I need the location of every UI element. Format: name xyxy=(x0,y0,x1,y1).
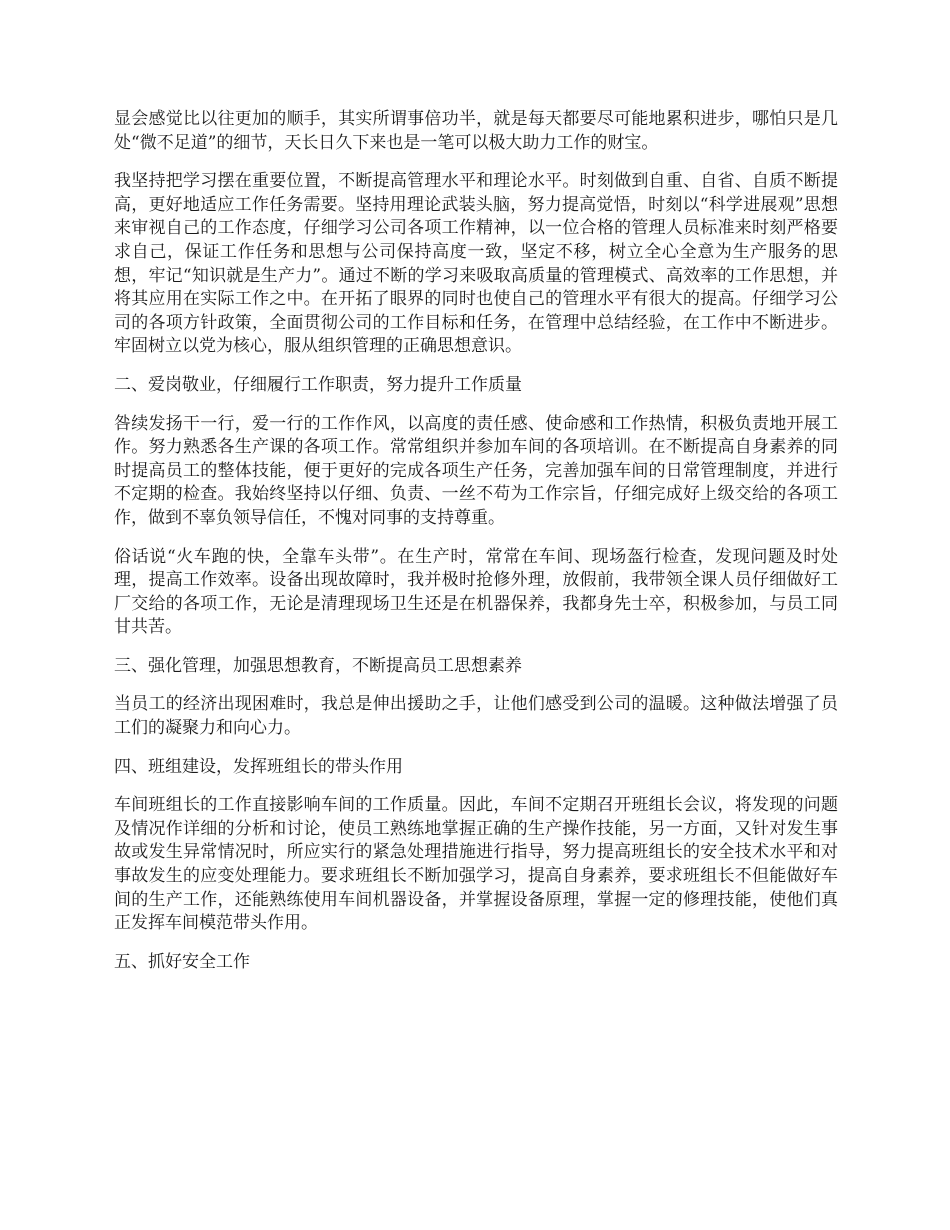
paragraph-dedication: 咎续发扬干一行，爱一行的工作作风，以高度的责任感、使命感和工作热情，积极负责地开展工作。努力熟悉各生产课的各项工作。常常组织并参加车间的各项培训。在不断提高自身素养的同时提高员工的整体技能，便于更好的完成各项生产任务，完善加强车间的日常管理制度，并进行不定期的检查。我始终坚持以仔细、负责、一丝不苟为工作宗旨，仔细完成好上级交给的各项工作，做到不辜负领导信任，不愧对同事的支持尊重。 xyxy=(114,413,838,528)
paragraph-intro-continuation: 显会感觉比以往更加的顺手，其实所谓事倍功半，就是每天都要尽可能地累积进步，哪怕只是几处“微不足道”的细节，天长日久下来也是一笔可以极大助力工作的财宝。 xyxy=(114,109,838,153)
section-heading-2: 二、爱岗敬业，仔细履行工作职责，努力提升工作质量 xyxy=(114,374,522,395)
paragraph-team-leaders: 车间班组长的工作直接影响车间的工作质量。因此，车间不定期召开班组长会议，将发现的问题及情况作详细的分析和讨论，使员工熟练地掌握正确的生产操作技能，另一方面，又针对发生事故或发生异常情况时，所应实行的紧急处理措施进行指导，努力提高班组长的安全技术水平和对事故发生的应变处理能力。要求班组长不断加强学习，提高自身素养，要求班组长不但能做好车间的生产工作，还能熟练使用车间机器设备，并掌握设备原理，掌握一定的修理技能，使他们真正发挥车间模范带头作用。 xyxy=(114,795,838,934)
section-heading-4: 四、班组建设，发挥班组长的带头作用 xyxy=(114,756,403,777)
paragraph-study: 我坚持把学习摆在重要位置，不断提高管理水平和理论水平。时刻做到自重、自省、自质不断提高，更好地适应工作任务需要。坚持用理论武装头脑，努力提高觉悟，时刻以“科学进展观”思想来审视自己的工作态度，仔细学习公司各项工作精神，以一位合格的管理人员标准来时刻严格要求自己，保证工作任务和思想与公司保持高度一致，坚定不移，树立全心全意为生产服务的思想，牢记“知识就是生产力”。通过不断的学习来吸取高质量的管理模式、高效率的工作思想，并将其应用在实际工作之中。在开拓了眼界的同时也使自己的管理水平有很大的提高。仔细学习公司的各项方针政策，全面贯彻公司的工作目标和任务，在管理中总结经验，在工作中不断进步。牢固树立以党为核心，服从组织管理的正确思想意识。 xyxy=(114,171,838,357)
paragraph-leadership: 俗话说“火车跑的快，全靠车头带”。在生产时，常常在车间、现场盔行检查，发现问题及时处理，提高工作效率。设备出现故障时，我并极时抢修外理，放假前，我带领全课人员仔细做好工厂交给的各项工作，无论是清理现场卫生还是在机器保养，我都身先士卒，积极参加，与员工同甘共苦。 xyxy=(114,546,838,638)
paragraph-employee-care: 当员工的经济出现困难时，我总是伸出援助之手，让他们感受到公司的温暖。这种做法增强了员工们的凝聚力和向心力。 xyxy=(114,694,838,739)
section-heading-5: 五、抓好安全工作 xyxy=(114,951,250,972)
document-page xyxy=(114,108,838,989)
section-heading-3: 三、强化管理，加强思想教育，不断提高员工思想素养 xyxy=(114,655,522,676)
